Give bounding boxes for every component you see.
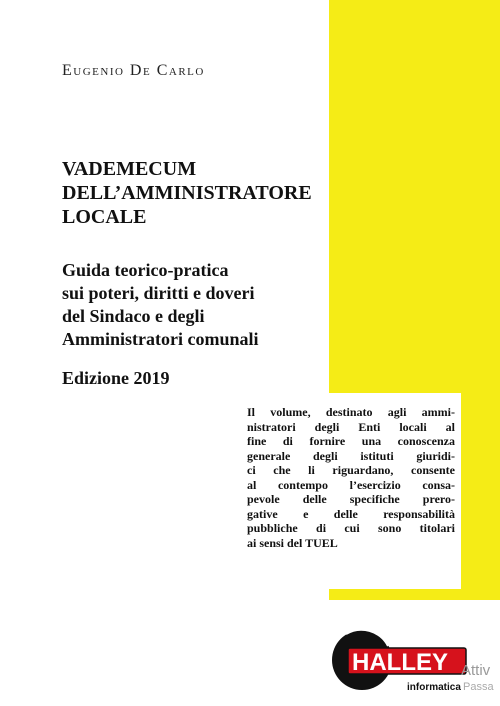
- logo-subtitle: informatica: [407, 682, 461, 693]
- title-line: VADEMECUM: [62, 158, 197, 180]
- blurb-line: ai sensi del TUEL: [247, 535, 338, 550]
- blurb-line: gative e delle responsabilità: [247, 506, 455, 521]
- subtitle-line: Guida teorico-pratica: [62, 260, 229, 280]
- subtitle-line: del Sindaco e degli: [62, 306, 205, 326]
- blurb-line: nistratori degli Enti locali al: [247, 419, 455, 434]
- blurb-line: Il volume, destinato agli ammi-: [247, 405, 455, 419]
- activation-watermark-line: Passa: [463, 681, 494, 693]
- blurb-line: ci che li riguardano, consente: [247, 463, 455, 477]
- book-title: [62, 157, 332, 229]
- blurb-line: al contempo l’esercizio consa-: [247, 477, 455, 492]
- author-name: Eugenio De Carlo: [62, 62, 205, 79]
- blurb-box: [233, 393, 461, 589]
- blurb-line: fine di fornire una conoscenza: [247, 434, 455, 448]
- blurb-line: pubbliche di cui sono titolari: [247, 521, 455, 535]
- blurb-line: pevole delle specifiche prero-: [247, 492, 455, 506]
- edition-label: Edizione 2019: [62, 368, 170, 388]
- subtitle-line: sui poteri, diritti e doveri: [62, 283, 255, 303]
- halley-logo: [330, 620, 480, 690]
- logo-text: HALLEY: [352, 649, 448, 676]
- halley-logo-icon: [330, 620, 480, 690]
- blurb-line: generale degli istituti giuridi-: [247, 448, 455, 463]
- subtitle-line: Amministratori comunali: [62, 329, 259, 349]
- title-line: DELL’AMMINISTRATORE: [62, 182, 312, 204]
- activation-watermark-line: Attiv: [461, 662, 491, 679]
- title-line: LOCALE: [62, 206, 147, 228]
- book-subtitle: [62, 259, 292, 351]
